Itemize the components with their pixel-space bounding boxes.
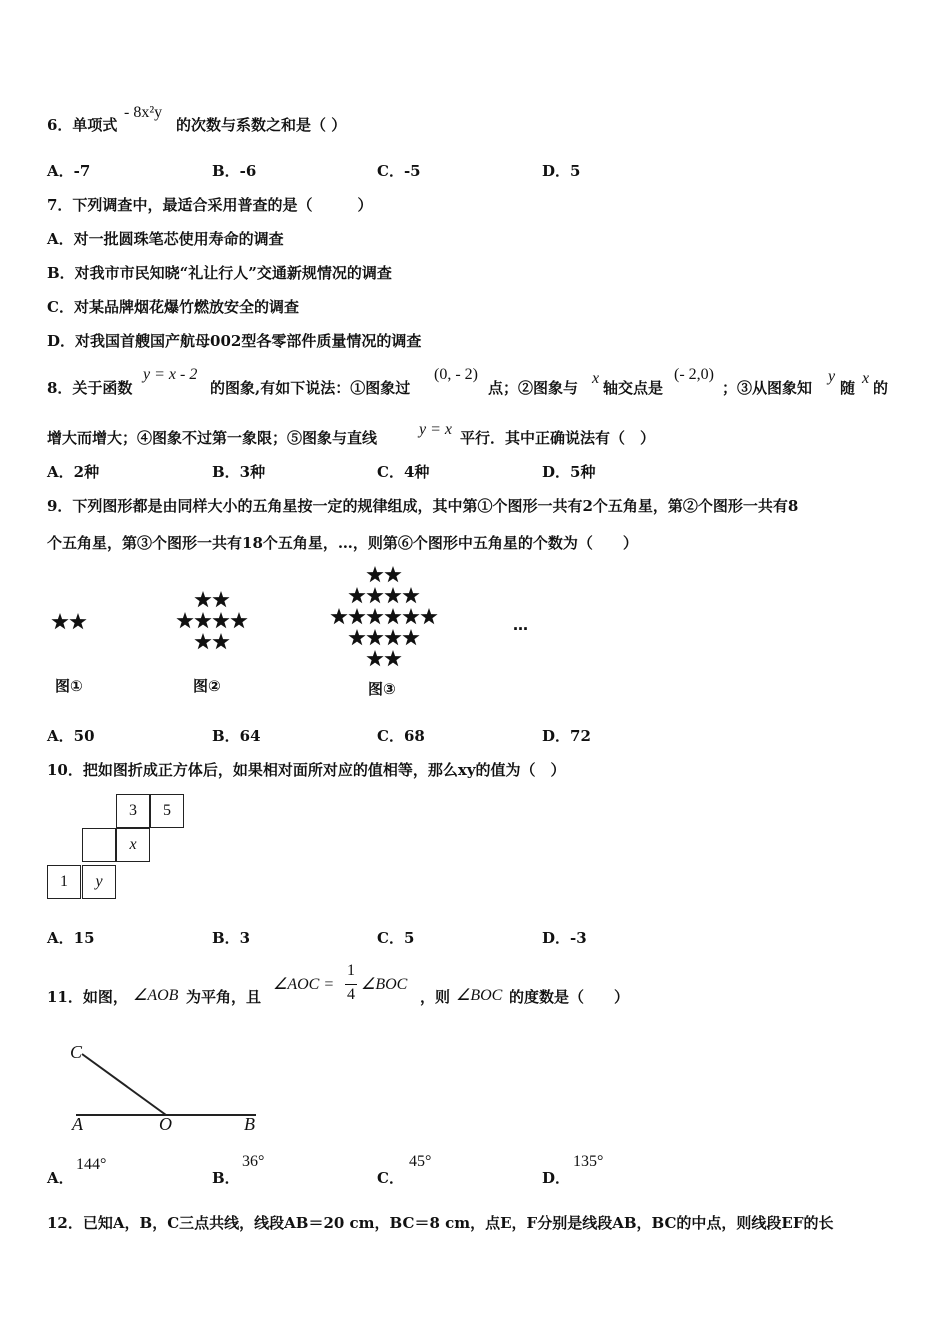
- point-o-label: O: [159, 1114, 172, 1134]
- point-b-label: B: [244, 1114, 255, 1134]
- q9-option-d[interactable]: D．72: [542, 727, 591, 745]
- q8-part1: 8．关于函数: [47, 379, 133, 397]
- point-c-label: C: [70, 1042, 83, 1062]
- q10-stem: 10．把如图折成正方体后，如果相对面所对应的值相等，那么xy的值为（ ）: [47, 761, 566, 779]
- q9-option-b[interactable]: B．64: [212, 727, 261, 745]
- net-cell-y: y: [82, 865, 116, 899]
- q7-option-a[interactable]: A．对一批圆珠笔芯使用寿命的调查: [47, 230, 284, 248]
- q12-line1: 12．已知A，B，C三点共线，线段AB＝20 cm，BC＝8 cm，点E，F分别是线段AB，BC的中点，则线段EF的长: [47, 1214, 834, 1232]
- q7-option-b[interactable]: B．对我市市民知晓“礼让行人”交通新规情况的调查: [47, 264, 392, 282]
- figure-1-stars: [51, 613, 86, 629]
- net-cell-3: 3: [116, 794, 150, 828]
- q11-option-a[interactable]: A．: [47, 1169, 74, 1187]
- q11-part3: ，则: [420, 988, 451, 1006]
- q11-option-c[interactable]: C．: [377, 1169, 404, 1187]
- q11-angle-figure: [60, 1040, 300, 1140]
- q8-part7: 的: [873, 379, 889, 397]
- q11-angle-boc: ∠BOC: [456, 987, 503, 1004]
- net-cell-5: 5: [150, 794, 184, 828]
- q8-point-1: (0, - 2): [434, 366, 478, 383]
- net-cell-1: 1: [47, 865, 81, 899]
- eq-denominator: 4: [347, 986, 355, 1003]
- q8-point-2: (- 2,0): [674, 366, 714, 383]
- q8-var-x1: x: [592, 370, 600, 387]
- eq-fraction-bar: [345, 984, 357, 985]
- q11-option-d-value: 135°: [573, 1153, 604, 1170]
- q6-option-b[interactable]: B．-6: [212, 162, 257, 180]
- q8-part4: 轴交点是: [603, 379, 664, 397]
- q6-option-c[interactable]: C．-5: [377, 162, 421, 180]
- q9-line2: 个五角星，第③个图形一共有18个五角星，…，则第⑥个图形中五角星的个数为（ ）: [47, 534, 638, 552]
- q11-angle-aob: ∠AOB: [133, 987, 179, 1004]
- net-cell-blank-1: [82, 828, 116, 862]
- q10-option-c[interactable]: C．5: [377, 929, 415, 947]
- q7-option-c[interactable]: C．对某品牌烟花爆竹燃放安全的调查: [47, 298, 299, 316]
- figure-3-stars: [330, 566, 437, 666]
- q8-option-b[interactable]: B．3种: [212, 463, 266, 481]
- q8-option-a[interactable]: A．2种: [47, 463, 100, 481]
- q6-option-a[interactable]: A．-7: [47, 162, 91, 180]
- q8-part5: ；③从图象知: [722, 379, 813, 397]
- q10-option-b[interactable]: B．3: [212, 929, 251, 947]
- net-cell-x: x: [116, 828, 150, 862]
- q8-var-y: y: [828, 368, 836, 385]
- q10-option-d[interactable]: D．-3: [542, 929, 587, 947]
- q11-option-d[interactable]: D．: [542, 1169, 571, 1187]
- q9-line1: 9．下列图形都是由同样大小的五角星按一定的规律组成，其中第①个图形一共有2个五角星，第②个图形一共有8: [47, 497, 799, 515]
- q8-line2a: 增大而增大；④图象不过第一象限；⑤图象与直线: [47, 429, 378, 447]
- q6-option-d[interactable]: D．5: [542, 162, 581, 180]
- eq-numerator: 1: [347, 962, 355, 979]
- q8-function-1: y = x - 2: [143, 366, 198, 383]
- point-a-label: A: [72, 1114, 83, 1134]
- q6-stem: [47, 115, 117, 135]
- q6-prefix: 6．单项式: [47, 116, 118, 134]
- q8-part6: 随: [840, 379, 856, 397]
- q8-line2b: 平行．其中正确说法有（ ）: [460, 429, 656, 447]
- q7-stem: 7．下列调查中，最适合采用普查的是（ ）: [47, 196, 373, 214]
- q11-option-b-value: 36°: [242, 1153, 265, 1170]
- q6-suffix: 的次数与系数之和是（ ）: [176, 116, 347, 134]
- q11-equation: [273, 962, 423, 1012]
- q8-part3: 点；②图象与: [488, 379, 579, 397]
- q8-var-x2: x: [862, 370, 870, 387]
- q7-option-d[interactable]: D．对我国首艘国产航母002型各零部件质量情况的调查: [47, 332, 422, 350]
- q11-option-a-value: 144°: [76, 1156, 107, 1173]
- q11-part1: 11．如图，: [47, 988, 128, 1006]
- figure-2-label: 图②: [193, 677, 221, 695]
- q8-part2: 的图象,有如下说法：①图象过: [210, 379, 411, 397]
- q11-part2: 为平角，且: [186, 988, 262, 1006]
- figure-2-stars: [176, 591, 247, 649]
- ray-oc: [82, 1054, 166, 1115]
- q8-option-d[interactable]: D．5种: [542, 463, 596, 481]
- figure-ellipsis: …: [513, 616, 528, 634]
- eq-rhs: ∠BOC: [361, 976, 408, 993]
- q6-expression: - 8x²y: [124, 104, 163, 121]
- q9-option-a[interactable]: A．50: [47, 727, 95, 745]
- eq-lhs: ∠AOC =: [273, 976, 335, 993]
- q11-part4: 的度数是（ ）: [509, 988, 630, 1006]
- q9-option-c[interactable]: C．68: [377, 727, 425, 745]
- q10-option-a[interactable]: A．15: [47, 929, 95, 947]
- q11-option-c-value: 45°: [409, 1153, 432, 1170]
- q11-option-b[interactable]: B．: [212, 1169, 240, 1187]
- figure-3-label: 图③: [368, 680, 396, 698]
- q8-function-2: y = x: [419, 421, 452, 438]
- figure-1-label: 图①: [55, 677, 83, 695]
- q8-option-c[interactable]: C．4种: [377, 463, 430, 481]
